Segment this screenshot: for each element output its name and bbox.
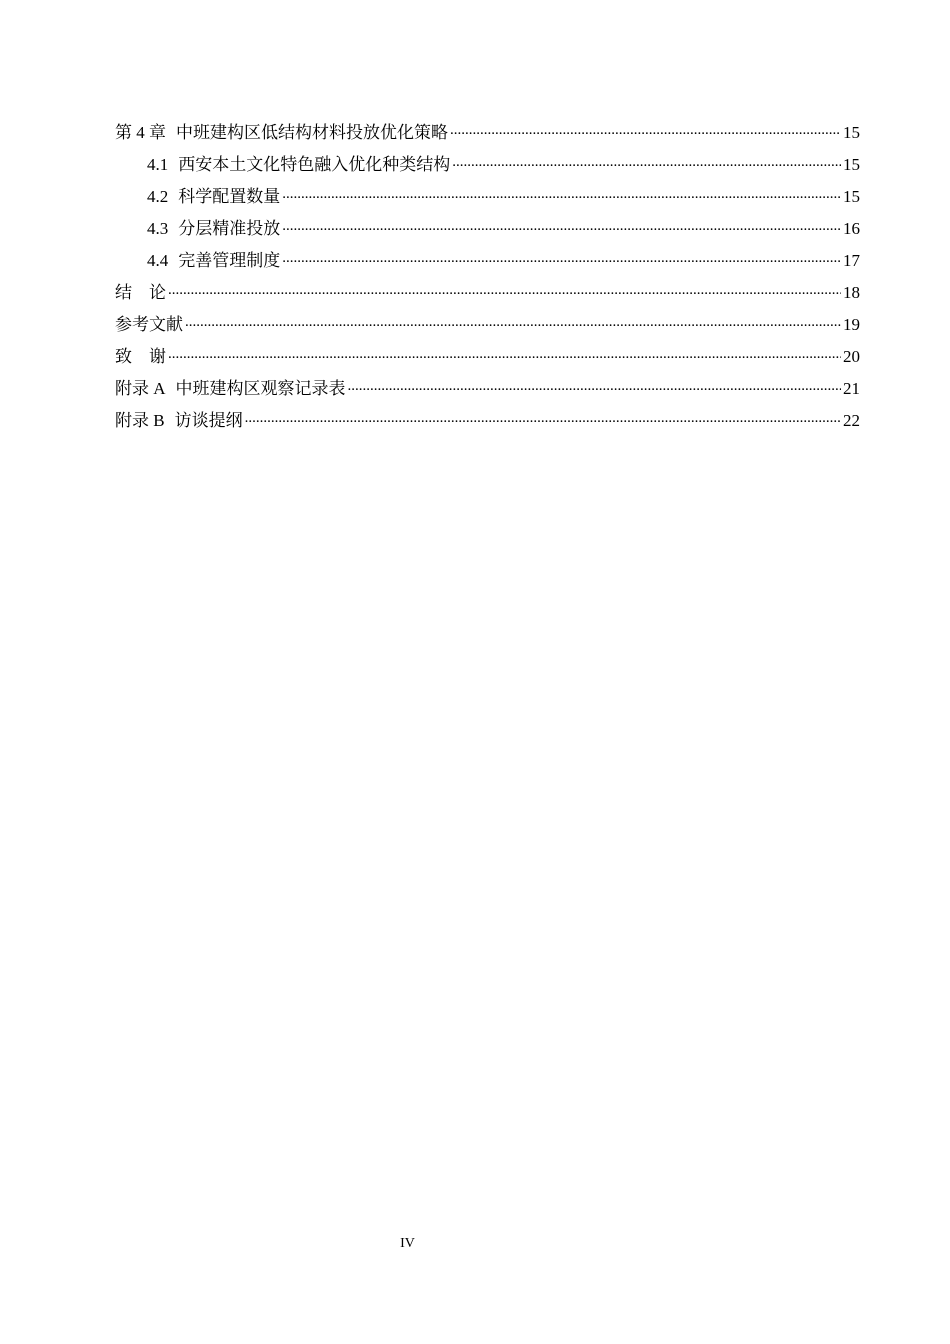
toc-entry-page: 16 [843, 219, 860, 238]
toc-entry-page: 19 [843, 315, 860, 334]
dot-leader [348, 375, 841, 394]
toc-entry-chapter-4[interactable] [115, 117, 860, 149]
toc-entry-number: 第 4 章 [115, 123, 166, 142]
toc-entry-page: 17 [843, 251, 860, 270]
toc-entry-label [147, 149, 450, 181]
toc-entry-page: 20 [843, 347, 860, 366]
dot-leader [168, 343, 841, 362]
toc-entry-label [115, 117, 448, 149]
toc-entry-title: 科学配置数量 [178, 187, 281, 207]
toc-entry-number: 附录 B [115, 411, 165, 430]
dot-leader [185, 311, 841, 330]
toc-entry-title: 西安本土文化特色融入优化种类结构 [178, 155, 451, 175]
toc-entry-references[interactable] [115, 309, 860, 341]
toc-entry-title: 访谈提纲 [174, 411, 243, 431]
toc-entry-appendix-a[interactable] [115, 373, 860, 405]
toc-entry-page: 15 [843, 187, 860, 206]
toc-entry-page: 15 [843, 123, 860, 142]
toc-entry-title: 中班建构区观察记录表 [175, 379, 346, 399]
dot-leader [168, 279, 841, 298]
toc-entry-acknowledgements[interactable] [115, 341, 860, 373]
toc-entry-label [115, 373, 346, 405]
toc-entry-number: 4.1 [147, 155, 169, 174]
toc-entry-4-1[interactable] [115, 149, 860, 181]
dot-leader [282, 183, 841, 202]
toc-entry-title: 分层精准投放 [178, 219, 281, 239]
toc-entry-label [147, 181, 280, 213]
toc-entry-number: 4.2 [147, 187, 169, 206]
toc-entry-title: 致 谢 [115, 347, 166, 367]
toc-entry-conclusion[interactable] [115, 277, 860, 309]
dot-leader [450, 119, 841, 138]
toc-entry-number: 4.4 [147, 251, 169, 270]
dot-leader [282, 215, 841, 234]
dot-leader [282, 247, 841, 266]
toc-entry-title: 结 论 [115, 283, 166, 303]
dot-leader [452, 151, 841, 170]
toc-entry-number: 附录 A [115, 379, 166, 398]
toc-entry-title: 中班建构区低结构材料投放优化策略 [176, 123, 448, 143]
toc-entry-label [115, 405, 243, 437]
page-number-footer: IV [400, 1236, 415, 1251]
toc-entry-label [147, 245, 280, 277]
toc-entry-appendix-b[interactable] [115, 405, 860, 437]
toc-entry-page: 18 [843, 283, 860, 302]
toc-entry-title: 参考文献 [115, 315, 183, 335]
toc-entry-4-3[interactable] [115, 213, 860, 245]
toc-entry-label [147, 213, 280, 245]
toc-entry-number: 4.3 [147, 219, 169, 238]
toc-entry-4-4[interactable] [115, 245, 860, 277]
table-of-contents [115, 117, 860, 437]
toc-entry-title: 完善管理制度 [178, 251, 281, 271]
toc-entry-page: 15 [843, 155, 860, 174]
toc-entry-page: 22 [843, 411, 860, 430]
dot-leader [245, 407, 841, 426]
toc-entry-page: 21 [843, 379, 860, 398]
toc-entry-4-2[interactable] [115, 181, 860, 213]
